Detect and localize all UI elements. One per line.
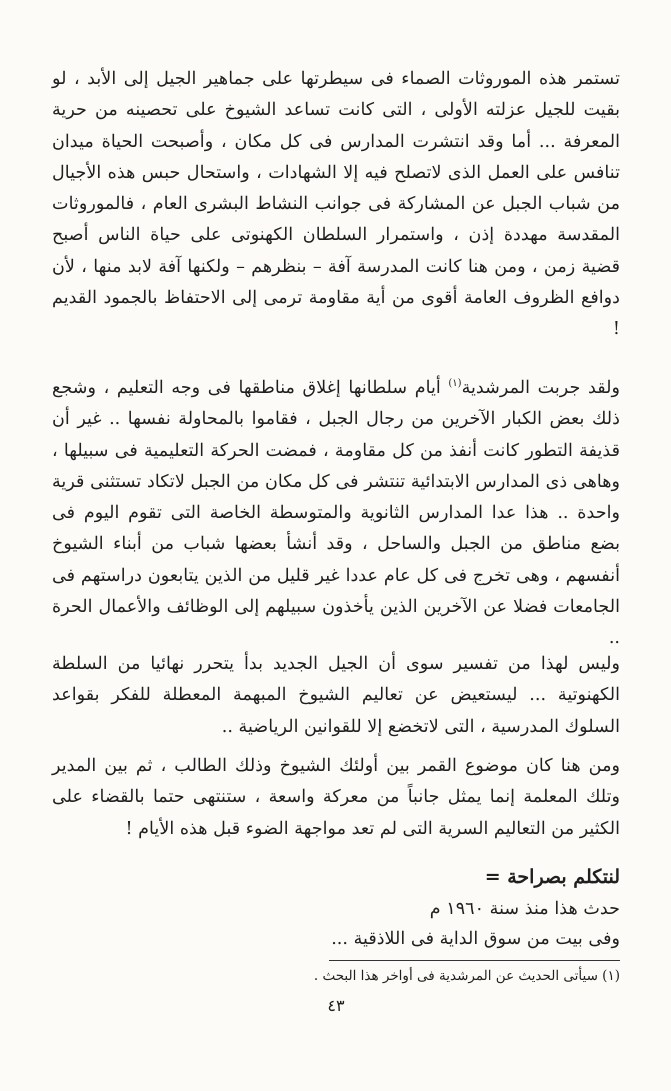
narrative-line-1: حدث هذا منذ سنة ١٩٦٠ م [429,899,620,919]
footnote-reference: (١) [448,378,462,390]
section-subheading: لنتكلم بصراحة = [484,866,620,888]
paragraph-3: وليس لهذا من تفسير سوى أن الجيل الجديد بدأ يتحرر نهائيا من السلطة الكهنوتية ... ليستعيض عن تعاليم الشيوخ المبهمة المعطلة للفكر بقواعد السلوك المدرسية ، التى لاتخضع إلا للقوانين الرياضية .. [52,654,620,737]
paragraph-1: تستمر هذه الموروثات الصماء فى سيطرتها على جماهير الجيل إلى الأبد ، لو بقيت للجيل عزلته الأولى ، التى كانت تساعد الشيوخ على تحصينه من حرية المعرفة ... أما وقد انتشرت المدارس فى كل مكان ، وأصبحت الحياة ميدان تنافس على العمل الذى لاتصلح فيه إلا الشهادات ، واستحال حبس هذه الأجيال من شباب الجبل عن المشاركة فى جوانب النشاط البشرى العام ، فالموروثات المقدسة مهددة إذن ، واستمرار السلطان الكهنوتى على حياة الناس أصبح قضية زمن ، ومن هنا كانت المدرسة آفة – بنظرهم – ولكنها آفة لابد منها ، لأن دوافع الظروف العامة أقوى من أية مقاومة ترمى إلى الاحتفاظ بالجمود القديم ! [52,69,620,340]
page-number: ٤٣ [327,996,345,1015]
page-body [52,64,620,954]
paragraph-2 [52,373,620,649]
paragraph-4: ومن هنا كان موضوع القمر بين أولئك الشيوخ وذلك الطالب ، ثم بين المدير وتلك المعلمة إنما يمثل جانباً من معركة واسعة ، ستنتهى حتما بالقضاء على الكثير من التعاليم السرية التى لم تعد مواجهة الضوء قبل هذه الأيام ! [52,756,620,839]
footnote-text: (١) سيأتى الحديث عن المرشدية فى أواخر هذا البحث . [313,968,620,984]
paragraph-2-opening: ولقد جربت المرشدية [461,378,620,398]
paragraph-2-body: أيام سلطانها إغلاق مناطقها فى وجه التعليم ، وشجع ذلك بعض الكبار الآخرين من رجال الجبل ، فقاموا بالمحاولة نفسها .. غير أن قذيفة التطور كانت أنفذ من كل مقاومة ، فمضت الحركة التعليمية فى سبيلها ، وهاهى ذى المدارس الابتدائية تنتشر فى كل مكان من الجبل لاتكاد تستثنى قرية واحدة .. هذا عدا المدارس الثانوية والمتوسطة الخاصة التى تقوم اليوم فى بضع مناطق من الجبل والساحل ، وقد أنشأ بعضها شباب من أبناء الشيوخ أنفسهم ، وهى تخرج فى كل عام عددا غير قليل من الذين يتابعون دراستهم فى الجامعات فضلا عن الآخرين الذين يأخذون سبيلهم إلى الوظائف والأعمال الحرة .. [52,378,620,649]
narrative-line-2: وفى بيت من سوق الداية فى اللاذقية ... [331,929,620,949]
footnote-divider [329,960,620,961]
